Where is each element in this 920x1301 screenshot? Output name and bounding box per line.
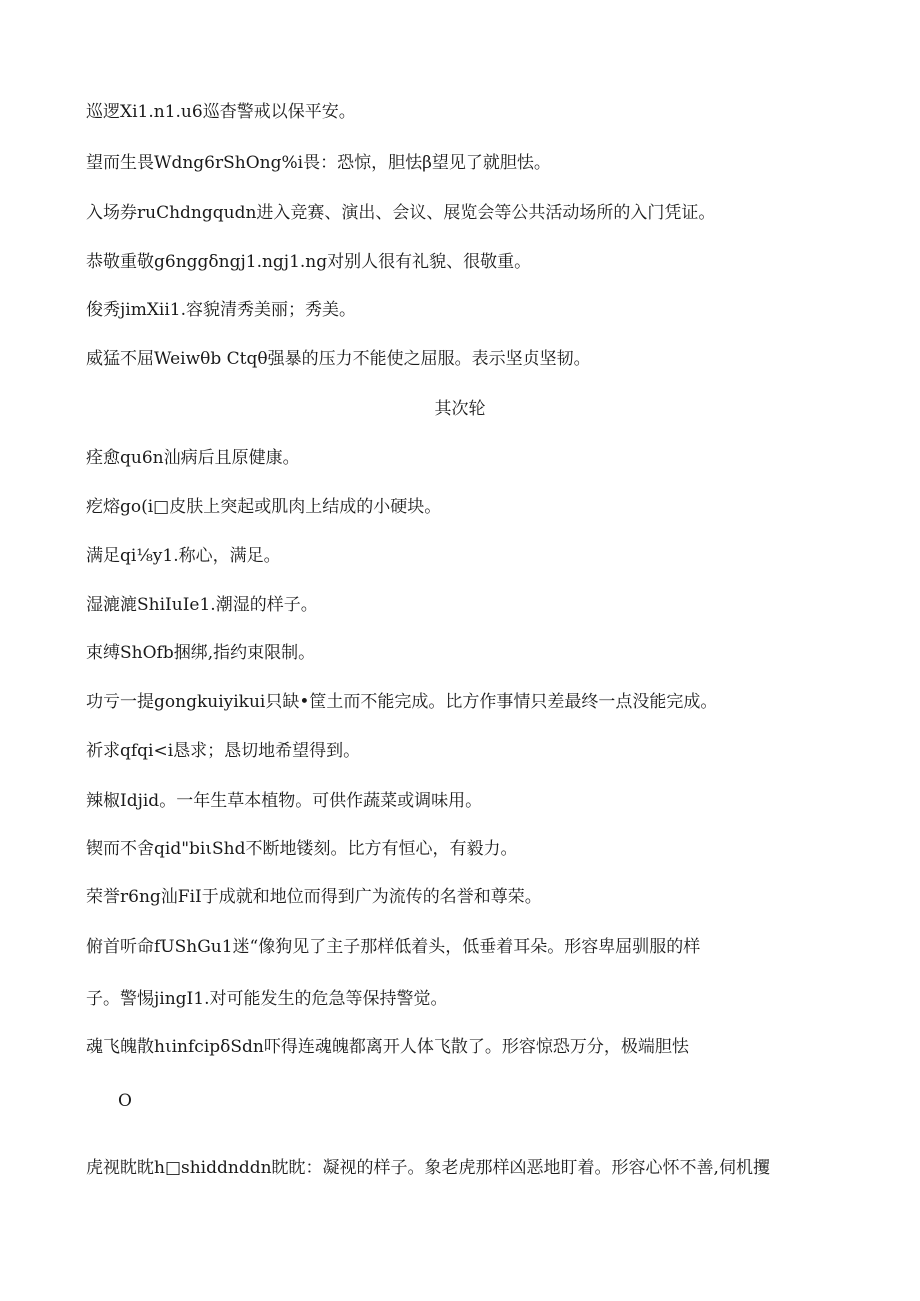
entry-line: 子。警惕jingI1.对可能发生的危急等保持警觉。 bbox=[86, 989, 448, 1009]
entry-line: 威猛不屈Weiwθb Ctqθ强暴的压力不能使之屈服。表示坚贞坚韧。 bbox=[86, 349, 591, 369]
section-heading: 其次轮 bbox=[434, 399, 486, 419]
entry-line: 辣椒Idjid。一年生草本植物。可供作蔬菜或调味用。 bbox=[86, 791, 483, 811]
entry-line: 功亏一提gongkuiyikui只缺•筐土而不能完成。比方作事情只差最终一点没能完成。 bbox=[86, 692, 718, 712]
entry-line: 湿漉漉ShiIuIe1.潮湿的样子。 bbox=[86, 595, 318, 615]
entry-line: 俊秀jimXii1.容貌清秀美丽；秀美。 bbox=[86, 300, 357, 320]
entry-line: 魂飞魄散hιinfcipδSdn吓得连魂魄都离开人体飞散了。形容惊恐万分，极端胆怯 bbox=[86, 1037, 689, 1057]
entry-line: 俯首听命fUShGu1迷“像狗见了主子那样低着头，低垂着耳朵。形容卑屈驯服的样 bbox=[86, 937, 701, 957]
entry-line: 满足qi⅛y1.称心，满足。 bbox=[86, 546, 281, 566]
entry-line: 锲而不舍qid"biιShd不断地镂刻。比方有恒心，有毅力。 bbox=[86, 839, 518, 859]
entry-line: 入场券ruChdngqudn进入竞赛、演出、会议、展览会等公共活动场所的入门凭证。 bbox=[86, 203, 716, 223]
entry-line: 虎视眈眈h□shiddnddn眈眈：凝视的样子。象老虎那样凶恶地盯着。形容心怀不善,伺机攫 bbox=[86, 1158, 770, 1178]
entry-line: 痊愈qu6n汕病后且原健康。 bbox=[86, 448, 300, 468]
entry-line: 荣誉r6ng汕FiI于成就和地位而得到广为流传的名誉和尊荣。 bbox=[86, 887, 542, 907]
entry-line: 望而生畏Wdng6rShOng%i畏：恐惊，胆怯β望见了就胆怯。 bbox=[86, 153, 551, 173]
entry-line-continuation: O bbox=[118, 1091, 132, 1111]
entry-line: 恭敬重敬g6nggδngj1.ngj1.ng对别人很有礼貌、很敬重。 bbox=[86, 252, 532, 272]
entry-line: 束缚ShOfb捆绑,指约束限制。 bbox=[86, 643, 316, 663]
entry-line: 祈求qfqi<i恳求；恳切地希望得到。 bbox=[86, 741, 361, 761]
entry-line: 巡逻Xi1.n1.u6巡杳警戒以保平安。 bbox=[86, 102, 356, 122]
entry-line: 疙熔go(i□皮肤上突起或肌肉上结成的小硬块。 bbox=[86, 497, 442, 517]
